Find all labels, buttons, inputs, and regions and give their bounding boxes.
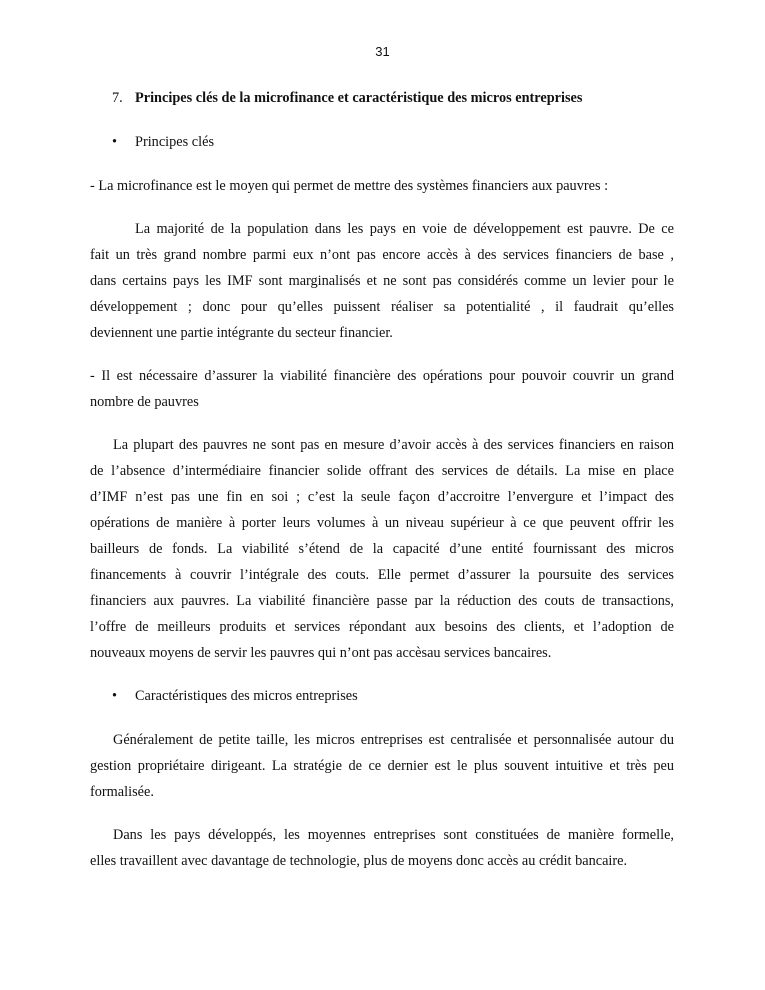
paragraph-line: gestion propriétaire dirigeant. La stratégie de ce dernier est le plus souvent intuitive et très peu: [90, 758, 674, 774]
bullet-item-caracteristiques: [112, 687, 696, 705]
paragraph-line: l’offre de meilleurs produits et services répondant aux besoins des clients, et l’adoption de: [90, 619, 674, 635]
bullet-icon: •: [112, 688, 118, 704]
paragraph-line: elles travaillent avec davantage de technologie, plus de moyens donc accès au crédit bancaire.: [90, 853, 628, 869]
paragraph-line: d’IMF n’est pas une fin en soi ; c’est la seule façon d’accroitre l’envergure et l’impact des: [90, 489, 674, 505]
dash-line: - La microfinance est le moyen qui permet de mettre des systèmes financiers aux pauvres :: [90, 178, 609, 194]
dash-line: nombre de pauvres: [90, 394, 199, 410]
section-heading: [112, 89, 696, 107]
section-number: 7.: [112, 90, 123, 106]
paragraph-line: développement ; donc pour qu’elles puissent réaliser sa potentialité , il faudrait qu’elles: [90, 299, 674, 315]
section-title: Principes clés de la microfinance et caractéristique des micros entreprises: [135, 90, 583, 106]
paragraph-line: de l’absence d’intermédiaire financier solide offrant des services de détails. La mise en place: [90, 463, 674, 479]
bullet-item-principes: [112, 133, 696, 151]
paragraph-line: fait un très grand nombre parmi eux n’ont pas encore accès à des services financiers de base ,: [90, 247, 674, 263]
bullet-icon: •: [112, 134, 118, 150]
paragraph-line: Dans les pays développés, les moyennes entreprises sont constituées de manière formelle,: [113, 827, 674, 843]
paragraph-line: Généralement de petite taille, les micros entreprises est centralisée et personnalisée autour du: [113, 732, 674, 748]
dash-line: - Il est nécessaire d’assurer la viabilité financière des opérations pour pouvoir couvrir un grand: [90, 368, 674, 384]
paragraph-line: financiers aux pauvres. La viabilité financière passe par la réduction des couts de transactions,: [90, 593, 674, 609]
bullet-text: Caractéristiques des micros entreprises: [135, 688, 358, 704]
paragraph-line: La majorité de la population dans les pays en voie de développement est pauvre. De ce: [135, 221, 674, 237]
paragraph-line: dans certains pays les IMF sont marginalisés et ne sont pas considérés comme un levier pour le: [90, 273, 674, 289]
paragraph-line: bailleurs de fonds. La viabilité s’étend de la capacité d’une entité fournissant des micros: [90, 541, 674, 557]
paragraph-line: formalisée.: [90, 784, 154, 800]
paragraph-line: La plupart des pauvres ne sont pas en mesure d’avoir accès à des services financiers en raison: [113, 437, 674, 453]
paragraph-line: opérations de manière à porter leurs volumes à un niveau supérieur à ce que peuvent offrir les: [90, 515, 674, 531]
paragraph-line: nouveaux moyens de servir les pauvres qui n’ont pas accèsau services bancaires.: [90, 645, 552, 661]
paragraph-line: financements à couvrir l’intégrale des couts. Elle permet d’assurer la poursuite des services: [90, 567, 674, 583]
bullet-text: Principes clés: [135, 134, 215, 150]
page-number: 31: [375, 44, 390, 59]
paragraph-line: deviennent une partie intégrante du secteur financier.: [90, 325, 393, 341]
